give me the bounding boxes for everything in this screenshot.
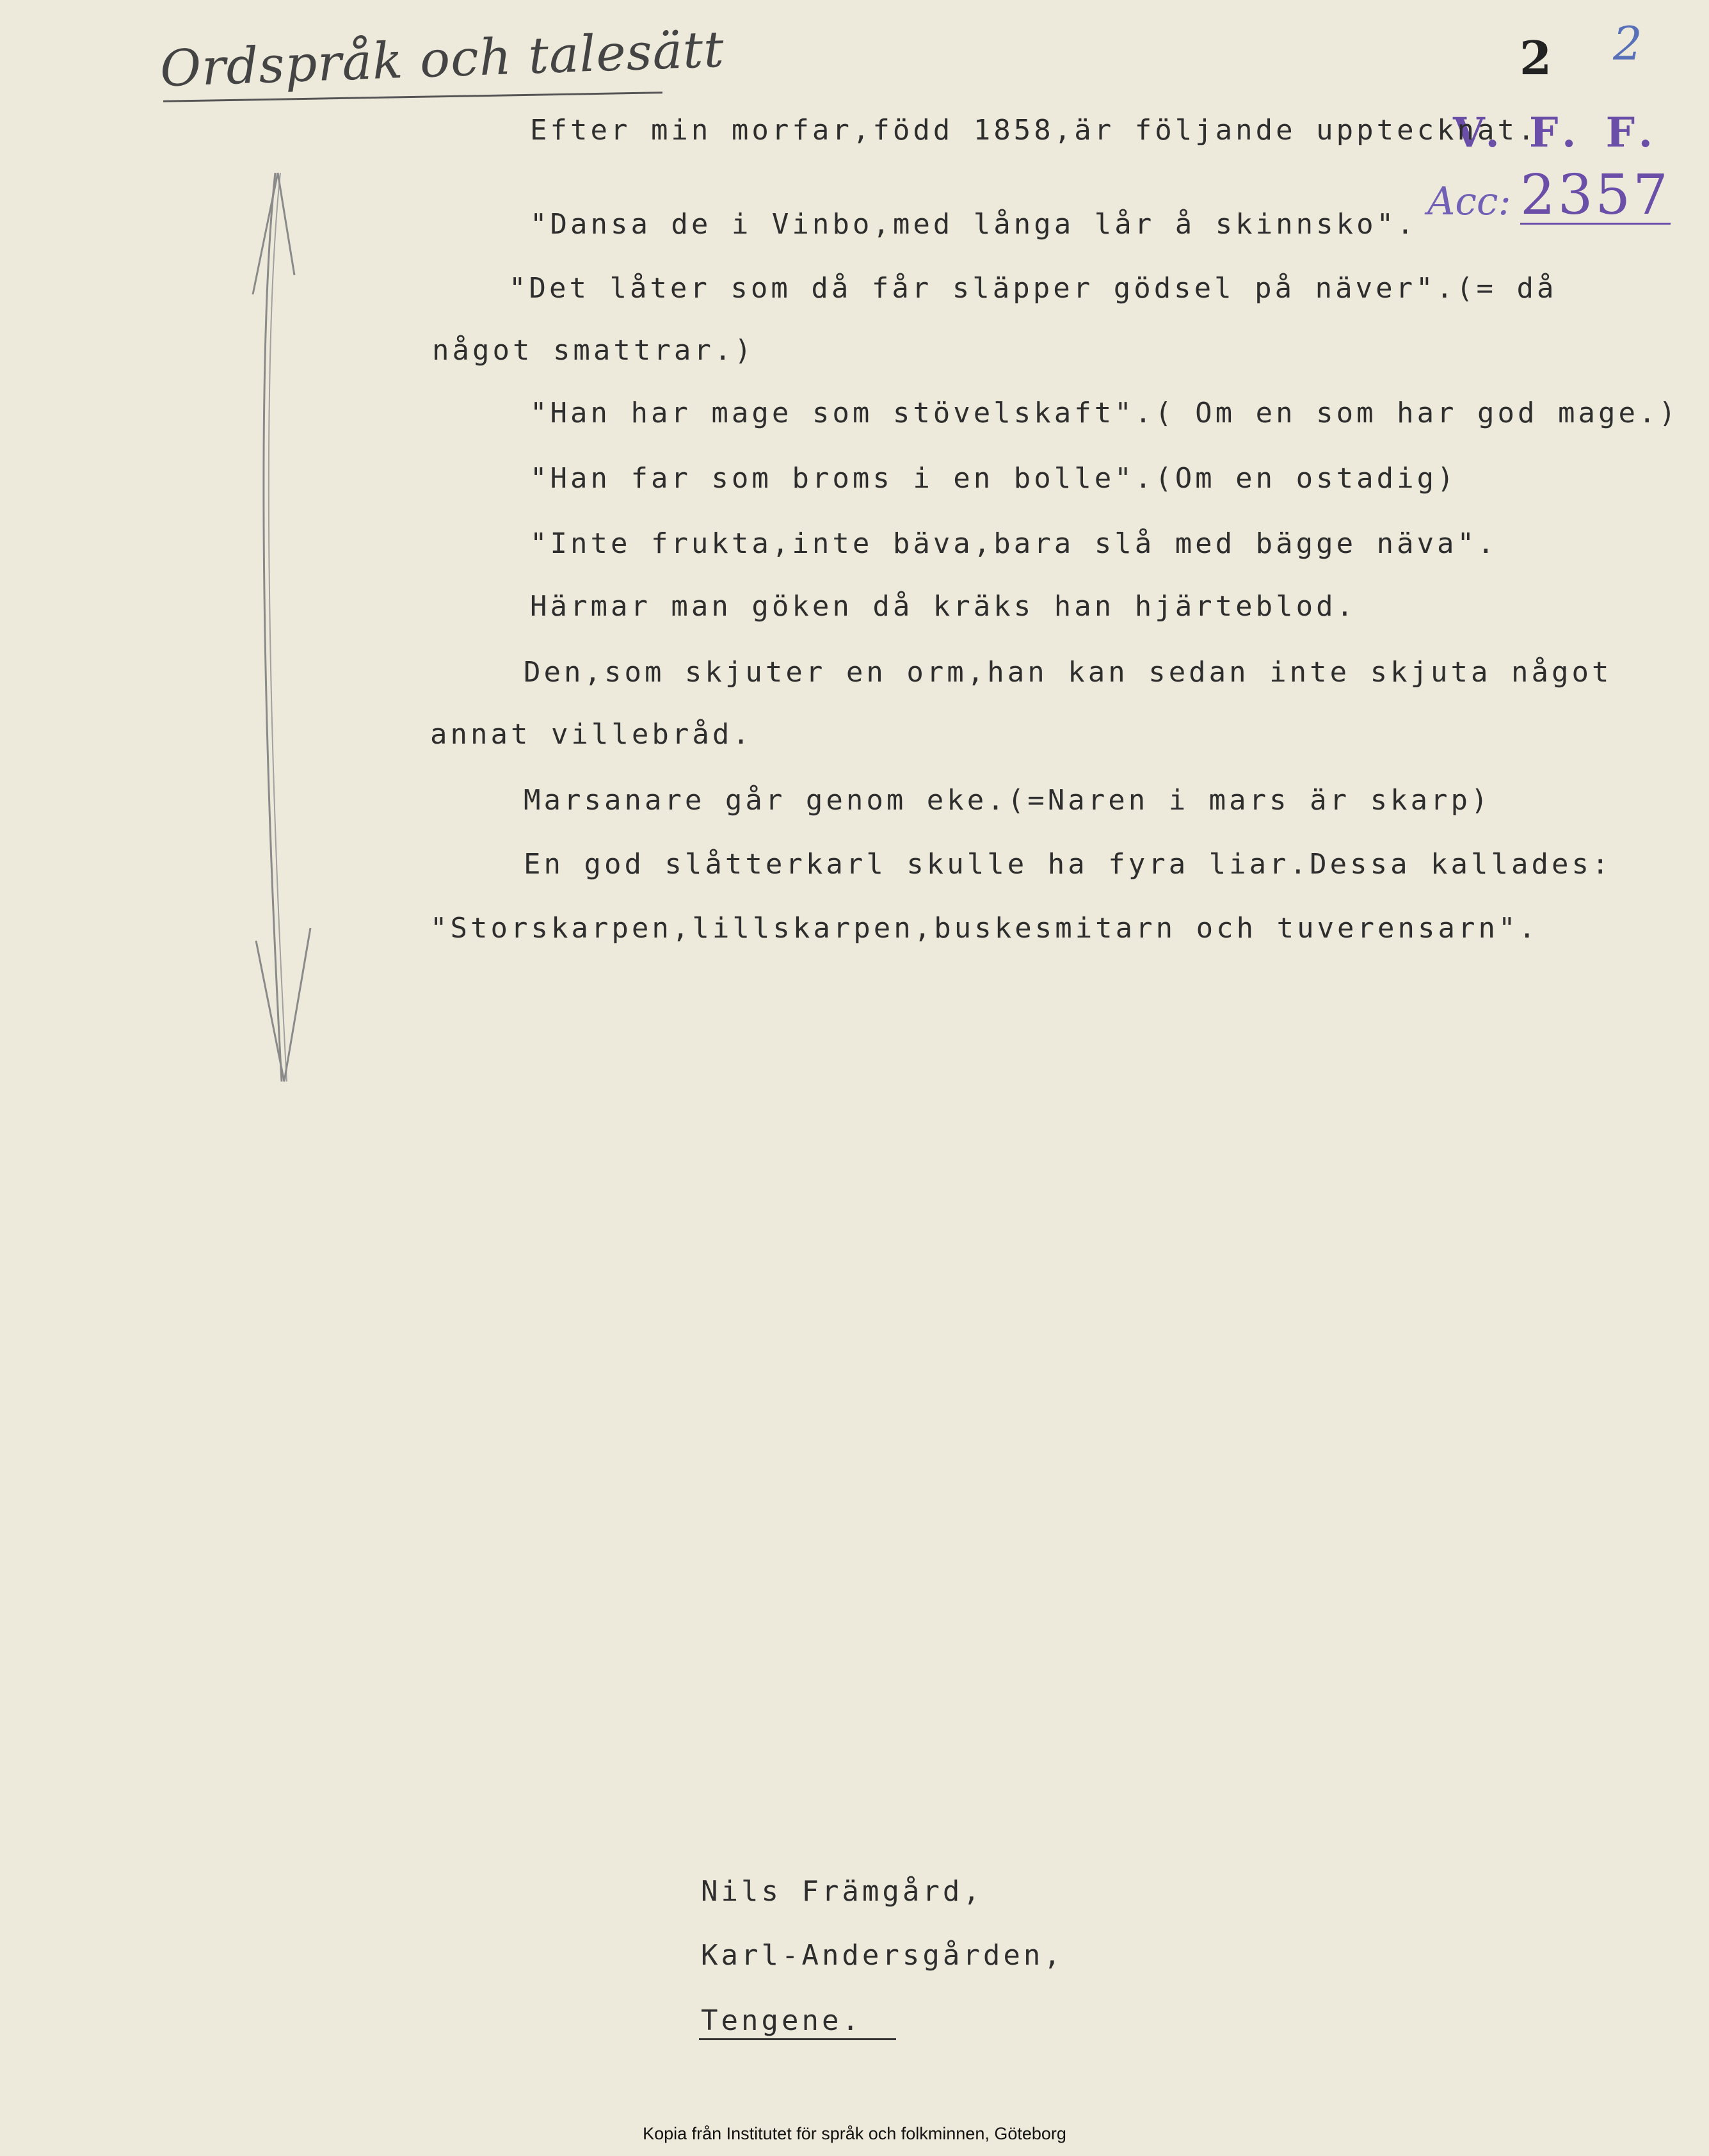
archive-stamp-acc-number: 2357: [1520, 163, 1671, 227]
signature-name: Nils Främgård,: [701, 1875, 983, 1908]
text-line: Efter min morfar,född 1858,är följande upptecknat.: [530, 114, 1538, 147]
text-line: annat villebråd.: [430, 718, 753, 751]
text-line: "Han far som broms i en bolle".(Om en ostadig): [530, 462, 1457, 495]
signature-place: Tengene.: [701, 2004, 862, 2037]
text-line: En god slåtterkarl skulle ha fyra liar.Dessa kallades:: [524, 848, 1612, 881]
text-line: Den,som skjuter en orm,han kan sedan inte skjuta något: [524, 656, 1612, 689]
page-number-handwritten: 2: [1613, 17, 1642, 70]
signature-farm: Karl-Andersgården,: [701, 1939, 1064, 1972]
handwritten-heading: Ordspråk och talesätt: [159, 20, 726, 99]
text-line: "Han har mage som stövelskaft".( Om en som har god mage.): [530, 397, 1679, 429]
text-line: "Storskarpen,lillskarpen,buskesmitarn och tuverensarn".: [430, 912, 1539, 945]
pencil-double-arrow-icon: [230, 160, 320, 1107]
text-line: Marsanare går genom eke.(=Naren i mars är skarp): [524, 784, 1491, 817]
text-line: "Det låter som då får släpper gödsel på näver".(= då: [509, 272, 1557, 305]
text-line: Härmar man göken då kräks han hjärteblod.: [530, 590, 1357, 623]
text-line: något smattrar.): [432, 334, 755, 367]
text-line: "Dansa de i Vinbo,med långa lår å skinnsko".: [530, 208, 1417, 241]
archive-stamp-mark: V. F. F.: [1453, 109, 1660, 157]
archive-stamp-acc-label: Acc:: [1427, 179, 1511, 224]
signature-underline: [699, 2038, 896, 2040]
page-number: 2: [1520, 31, 1552, 85]
archive-footer: Kopia från Institutet för språk och folkminnen, Göteborg: [643, 2124, 1066, 2143]
text-line: "Inte frukta,inte bäva,bara slå med bägge näva".: [530, 527, 1498, 560]
